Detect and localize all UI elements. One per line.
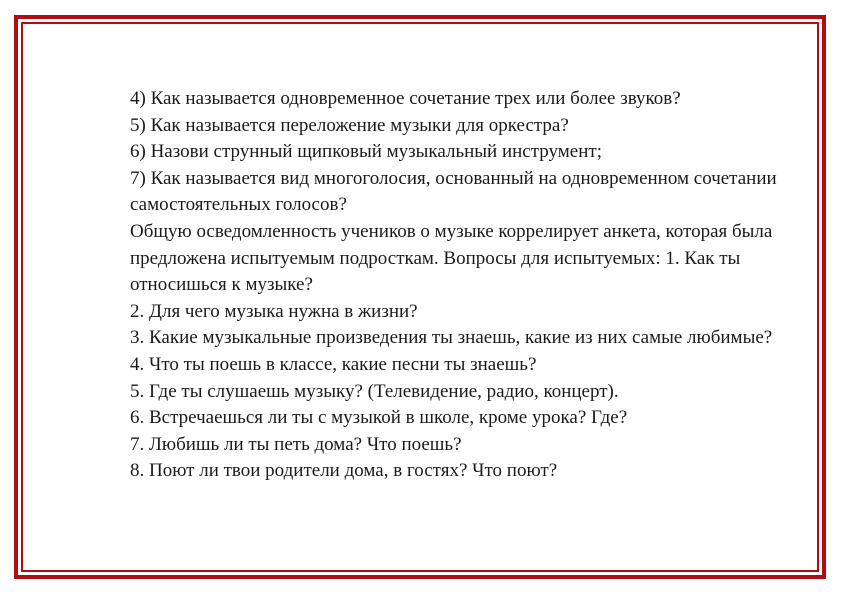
survey-question-3: 3. Какие музыкальные произведения ты знаешь, какие из них самые любимые?: [130, 327, 773, 349]
survey-question-4: 4. Что ты поешь в классе, какие песни ты знаешь?: [130, 353, 537, 375]
survey-question-2: 2. Для чего музыка нужна в жизни?: [130, 300, 418, 322]
survey-question-7: 7. Любишь ли ты петь дома? Что поешь?: [130, 433, 462, 455]
survey-intro-paragraph: Общую осведомленность учеников о музыке коррелирует анкета, которая была предложена испытуемым подросткам. Вопросы для испытуемых: 1. Как ты относишься к музыке?: [130, 220, 773, 296]
question-7-polyphony: 7) Как называется вид многоголосия, основанный на одновременном сочетании самостоятельных голосов?: [130, 167, 777, 216]
text-content: [130, 86, 790, 485]
question-5-orchestration: 5) Как называется переложение музыки для оркестра?: [130, 114, 569, 136]
survey-question-5: 5. Где ты слушаешь музыку? (Телевидение, радио, концерт).: [130, 380, 619, 402]
question-4-harmony: 4) Как называется одновременное сочетание трех или более звуков?: [130, 88, 681, 109]
survey-question-8: 8. Поют ли твои родители дома, в гостях? Что поют?: [130, 460, 558, 482]
survey-question-6: 6. Встречаешься ли ты с музыкой в школе, кроме урока? Где?: [130, 407, 628, 429]
question-6-plucked-instrument: 6) Назови струнный щипковый музыкальный инструмент;: [130, 141, 602, 163]
